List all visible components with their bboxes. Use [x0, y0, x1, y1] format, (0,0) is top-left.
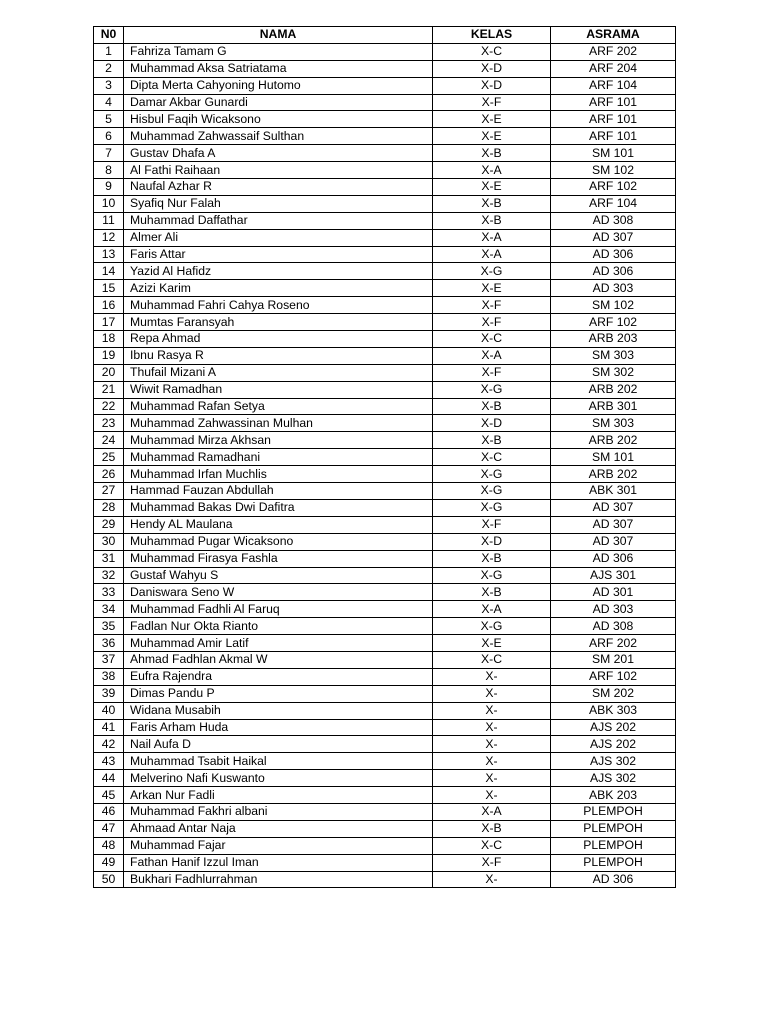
cell-asrama: PLEMPOH	[551, 803, 676, 820]
cell-nama: Damar Akbar Gunardi	[124, 94, 433, 111]
cell-asrama: AD 303	[551, 280, 676, 297]
cell-nama: Muhammad Fahri Cahya Roseno	[124, 297, 433, 314]
table-row	[94, 398, 676, 415]
cell-nama: Eufra Rajendra	[124, 668, 433, 685]
cell-no: 32	[94, 567, 124, 584]
cell-asrama: ARB 202	[551, 432, 676, 449]
cell-kelas: X-B	[433, 212, 551, 229]
cell-kelas: X-A	[433, 803, 551, 820]
table-row	[94, 787, 676, 804]
cell-kelas: X-	[433, 668, 551, 685]
cell-nama: Mumtas Faransyah	[124, 314, 433, 331]
cell-kelas: X-A	[433, 162, 551, 179]
cell-nama: Almer Ali	[124, 229, 433, 246]
table-row	[94, 466, 676, 483]
cell-nama: Faris Attar	[124, 246, 433, 263]
table-row	[94, 263, 676, 280]
table-row	[94, 601, 676, 618]
cell-no: 23	[94, 415, 124, 432]
table-row	[94, 280, 676, 297]
cell-nama: Ibnu Rasya R	[124, 347, 433, 364]
cell-nama: Muhammad Mirza Akhsan	[124, 432, 433, 449]
cell-asrama: AJS 301	[551, 567, 676, 584]
cell-nama: Gustav Dhafa A	[124, 145, 433, 162]
cell-kelas: X-F	[433, 314, 551, 331]
cell-asrama: ARF 102	[551, 668, 676, 685]
cell-nama: Muhammad Tsabit Haikal	[124, 753, 433, 770]
table-header	[94, 27, 676, 44]
table-row	[94, 635, 676, 652]
column-header-nama: NAMA	[124, 27, 433, 44]
table-row	[94, 584, 676, 601]
table-row	[94, 212, 676, 229]
cell-no: 4	[94, 94, 124, 111]
cell-asrama: SM 102	[551, 297, 676, 314]
cell-no: 25	[94, 449, 124, 466]
table-row	[94, 43, 676, 60]
cell-nama: Muhammad Fakhri albani	[124, 803, 433, 820]
cell-no: 29	[94, 516, 124, 533]
cell-asrama: AD 308	[551, 618, 676, 635]
table-row	[94, 803, 676, 820]
cell-kelas: X-	[433, 719, 551, 736]
cell-kelas: X-D	[433, 60, 551, 77]
cell-nama: Syafiq Nur Falah	[124, 195, 433, 212]
cell-kelas: X-D	[433, 77, 551, 94]
table-row	[94, 246, 676, 263]
cell-kelas: X-F	[433, 516, 551, 533]
cell-kelas: X-C	[433, 651, 551, 668]
cell-kelas: X-	[433, 736, 551, 753]
cell-asrama: ARF 104	[551, 77, 676, 94]
table-row	[94, 364, 676, 381]
cell-nama: Gustaf Wahyu S	[124, 567, 433, 584]
cell-no: 27	[94, 483, 124, 500]
cell-no: 19	[94, 347, 124, 364]
cell-nama: Bukhari Fadhlurrahman	[124, 871, 433, 888]
table-row	[94, 736, 676, 753]
cell-nama: Fahriza Tamam G	[124, 43, 433, 60]
cell-nama: Widana Musabih	[124, 702, 433, 719]
cell-asrama: AD 306	[551, 871, 676, 888]
cell-nama: Muhammad Pugar Wicaksono	[124, 533, 433, 550]
cell-kelas: X-F	[433, 94, 551, 111]
cell-asrama: ARF 101	[551, 128, 676, 145]
cell-asrama: ARB 301	[551, 398, 676, 415]
cell-no: 20	[94, 364, 124, 381]
cell-nama: Azizi Karim	[124, 280, 433, 297]
table-row	[94, 685, 676, 702]
cell-asrama: AJS 202	[551, 736, 676, 753]
cell-asrama: AJS 202	[551, 719, 676, 736]
table-row	[94, 533, 676, 550]
cell-kelas: X-C	[433, 837, 551, 854]
cell-nama: Arkan Nur Fadli	[124, 787, 433, 804]
student-dormitory-table	[93, 26, 676, 888]
cell-no: 31	[94, 550, 124, 567]
cell-no: 28	[94, 499, 124, 516]
column-header-kelas: KELAS	[433, 27, 551, 44]
cell-kelas: X-C	[433, 449, 551, 466]
cell-asrama: ARF 204	[551, 60, 676, 77]
cell-asrama: SM 201	[551, 651, 676, 668]
cell-kelas: X-G	[433, 567, 551, 584]
cell-kelas: X-	[433, 753, 551, 770]
cell-asrama: ARF 102	[551, 179, 676, 196]
cell-no: 6	[94, 128, 124, 145]
cell-nama: Muhammad Firasya Fashla	[124, 550, 433, 567]
cell-kelas: X-B	[433, 195, 551, 212]
cell-asrama: ABK 303	[551, 702, 676, 719]
cell-asrama: SM 302	[551, 364, 676, 381]
cell-asrama: AD 306	[551, 263, 676, 280]
table-row	[94, 499, 676, 516]
table-row	[94, 111, 676, 128]
cell-asrama: AJS 302	[551, 770, 676, 787]
cell-kelas: X-B	[433, 398, 551, 415]
cell-kelas: X-G	[433, 618, 551, 635]
cell-no: 34	[94, 601, 124, 618]
table-body	[94, 43, 676, 888]
cell-nama: Faris Arham Huda	[124, 719, 433, 736]
cell-asrama: AD 303	[551, 601, 676, 618]
cell-asrama: AD 301	[551, 584, 676, 601]
cell-no: 43	[94, 753, 124, 770]
cell-no: 38	[94, 668, 124, 685]
cell-kelas: X-E	[433, 111, 551, 128]
cell-nama: Hammad Fauzan Abdullah	[124, 483, 433, 500]
table-row	[94, 550, 676, 567]
cell-no: 17	[94, 314, 124, 331]
cell-asrama: AD 306	[551, 246, 676, 263]
cell-asrama: ARF 101	[551, 94, 676, 111]
table-row	[94, 314, 676, 331]
cell-no: 2	[94, 60, 124, 77]
table-row	[94, 77, 676, 94]
header-row	[94, 27, 676, 44]
cell-asrama: AD 306	[551, 550, 676, 567]
cell-kelas: X-F	[433, 297, 551, 314]
cell-kelas: X-F	[433, 364, 551, 381]
cell-no: 39	[94, 685, 124, 702]
cell-nama: Al Fathi Raihaan	[124, 162, 433, 179]
cell-nama: Ahmaad Antar Naja	[124, 820, 433, 837]
cell-asrama: SM 101	[551, 145, 676, 162]
cell-asrama: SM 202	[551, 685, 676, 702]
cell-asrama: AD 307	[551, 229, 676, 246]
table-row	[94, 449, 676, 466]
table-row	[94, 432, 676, 449]
cell-asrama: AD 307	[551, 499, 676, 516]
cell-no: 9	[94, 179, 124, 196]
table-row	[94, 60, 676, 77]
table-row	[94, 229, 676, 246]
cell-kelas: X-E	[433, 128, 551, 145]
cell-asrama: PLEMPOH	[551, 854, 676, 871]
cell-kelas: X-G	[433, 483, 551, 500]
cell-kelas: X-A	[433, 246, 551, 263]
cell-nama: Muhammad Bakas Dwi Dafitra	[124, 499, 433, 516]
cell-no: 47	[94, 820, 124, 837]
cell-no: 10	[94, 195, 124, 212]
cell-kelas: X-D	[433, 533, 551, 550]
cell-asrama: SM 303	[551, 415, 676, 432]
cell-kelas: X-	[433, 770, 551, 787]
cell-kelas: X-E	[433, 280, 551, 297]
cell-nama: Muhammad Daffathar	[124, 212, 433, 229]
table-row	[94, 702, 676, 719]
cell-no: 45	[94, 787, 124, 804]
cell-nama: Hisbul Faqih Wicaksono	[124, 111, 433, 128]
cell-nama: Muhammad Amir Latif	[124, 635, 433, 652]
cell-nama: Wiwit Ramadhan	[124, 381, 433, 398]
cell-kelas: X-	[433, 685, 551, 702]
cell-no: 49	[94, 854, 124, 871]
cell-nama: Muhammad Aksa Satriatama	[124, 60, 433, 77]
table-row	[94, 483, 676, 500]
cell-no: 13	[94, 246, 124, 263]
cell-asrama: ABK 301	[551, 483, 676, 500]
cell-kelas: X-G	[433, 263, 551, 280]
column-header-no: N0	[94, 27, 124, 44]
cell-kelas: X-B	[433, 432, 551, 449]
table-row	[94, 618, 676, 635]
cell-asrama: PLEMPOH	[551, 837, 676, 854]
table-row	[94, 179, 676, 196]
cell-kelas: X-B	[433, 820, 551, 837]
cell-no: 48	[94, 837, 124, 854]
cell-asrama: SM 101	[551, 449, 676, 466]
cell-nama: Muhammad Ramadhani	[124, 449, 433, 466]
cell-kelas: X-A	[433, 347, 551, 364]
cell-kelas: X-A	[433, 601, 551, 618]
cell-no: 21	[94, 381, 124, 398]
cell-kelas: X-B	[433, 550, 551, 567]
cell-nama: Nail Aufa D	[124, 736, 433, 753]
cell-asrama: ARF 202	[551, 635, 676, 652]
cell-no: 24	[94, 432, 124, 449]
cell-nama: Dipta Merta Cahyoning Hutomo	[124, 77, 433, 94]
table-row	[94, 331, 676, 348]
cell-asrama: ARF 101	[551, 111, 676, 128]
cell-nama: Hendy AL Maulana	[124, 516, 433, 533]
cell-nama: Fathan Hanif Izzul Iman	[124, 854, 433, 871]
table-row	[94, 837, 676, 854]
cell-kelas: X-C	[433, 43, 551, 60]
table-row	[94, 381, 676, 398]
cell-no: 5	[94, 111, 124, 128]
table-row	[94, 651, 676, 668]
table-row	[94, 347, 676, 364]
cell-asrama: ABK 203	[551, 787, 676, 804]
cell-asrama: AD 307	[551, 516, 676, 533]
cell-nama: Muhammad Zahwassinan Mulhan	[124, 415, 433, 432]
table-row	[94, 567, 676, 584]
cell-no: 41	[94, 719, 124, 736]
cell-nama: Muhammad Irfan Muchlis	[124, 466, 433, 483]
table-row	[94, 871, 676, 888]
cell-asrama: ARB 202	[551, 466, 676, 483]
cell-no: 26	[94, 466, 124, 483]
cell-asrama: SM 303	[551, 347, 676, 364]
cell-kelas: X-G	[433, 466, 551, 483]
cell-no: 11	[94, 212, 124, 229]
cell-kelas: X-F	[433, 854, 551, 871]
cell-nama: Muhammad Rafan Setya	[124, 398, 433, 415]
cell-no: 36	[94, 635, 124, 652]
cell-asrama: ARB 203	[551, 331, 676, 348]
cell-no: 40	[94, 702, 124, 719]
cell-kelas: X-G	[433, 381, 551, 398]
table-row	[94, 162, 676, 179]
cell-no: 3	[94, 77, 124, 94]
table-row	[94, 770, 676, 787]
cell-nama: Muhammad Zahwassaif Sulthan	[124, 128, 433, 145]
cell-nama: Muhammad Fajar	[124, 837, 433, 854]
cell-kelas: X-A	[433, 229, 551, 246]
table-row	[94, 820, 676, 837]
cell-kelas: X-	[433, 871, 551, 888]
cell-no: 14	[94, 263, 124, 280]
cell-no: 30	[94, 533, 124, 550]
cell-no: 1	[94, 43, 124, 60]
cell-nama: Ahmad Fadhlan Akmal W	[124, 651, 433, 668]
cell-no: 42	[94, 736, 124, 753]
cell-kelas: X-E	[433, 179, 551, 196]
cell-asrama: PLEMPOH	[551, 820, 676, 837]
table-row	[94, 94, 676, 111]
cell-nama: Naufal Azhar R	[124, 179, 433, 196]
cell-asrama: ARF 104	[551, 195, 676, 212]
table-row	[94, 753, 676, 770]
cell-no: 50	[94, 871, 124, 888]
cell-asrama: ARB 202	[551, 381, 676, 398]
cell-no: 12	[94, 229, 124, 246]
cell-no: 18	[94, 331, 124, 348]
cell-asrama: SM 102	[551, 162, 676, 179]
cell-nama: Daniswara Seno W	[124, 584, 433, 601]
cell-no: 33	[94, 584, 124, 601]
cell-asrama: AJS 302	[551, 753, 676, 770]
cell-no: 16	[94, 297, 124, 314]
cell-nama: Repa Ahmad	[124, 331, 433, 348]
cell-kelas: X-E	[433, 635, 551, 652]
cell-nama: Fadlan Nur Okta Rianto	[124, 618, 433, 635]
cell-nama: Muhammad Fadhli Al Faruq	[124, 601, 433, 618]
cell-kelas: X-D	[433, 415, 551, 432]
cell-no: 37	[94, 651, 124, 668]
cell-no: 46	[94, 803, 124, 820]
cell-kelas: X-	[433, 787, 551, 804]
cell-asrama: AD 307	[551, 533, 676, 550]
cell-asrama: AD 308	[551, 212, 676, 229]
column-header-asrama: ASRAMA	[551, 27, 676, 44]
cell-kelas: X-G	[433, 499, 551, 516]
cell-no: 7	[94, 145, 124, 162]
table-row	[94, 195, 676, 212]
cell-kelas: X-B	[433, 145, 551, 162]
cell-kelas: X-B	[433, 584, 551, 601]
cell-asrama: ARF 102	[551, 314, 676, 331]
cell-nama: Yazid Al Hafidz	[124, 263, 433, 280]
cell-kelas: X-	[433, 702, 551, 719]
table-row	[94, 128, 676, 145]
cell-asrama: ARF 202	[551, 43, 676, 60]
cell-nama: Dimas Pandu P	[124, 685, 433, 702]
table-row	[94, 297, 676, 314]
cell-no: 8	[94, 162, 124, 179]
cell-kelas: X-C	[433, 331, 551, 348]
cell-no: 15	[94, 280, 124, 297]
table-row	[94, 668, 676, 685]
table-row	[94, 145, 676, 162]
cell-nama: Melverino Nafi Kuswanto	[124, 770, 433, 787]
cell-no: 44	[94, 770, 124, 787]
table-row	[94, 516, 676, 533]
table-row	[94, 719, 676, 736]
cell-no: 22	[94, 398, 124, 415]
table-row	[94, 415, 676, 432]
cell-nama: Thufail Mizani A	[124, 364, 433, 381]
table-row	[94, 854, 676, 871]
cell-no: 35	[94, 618, 124, 635]
